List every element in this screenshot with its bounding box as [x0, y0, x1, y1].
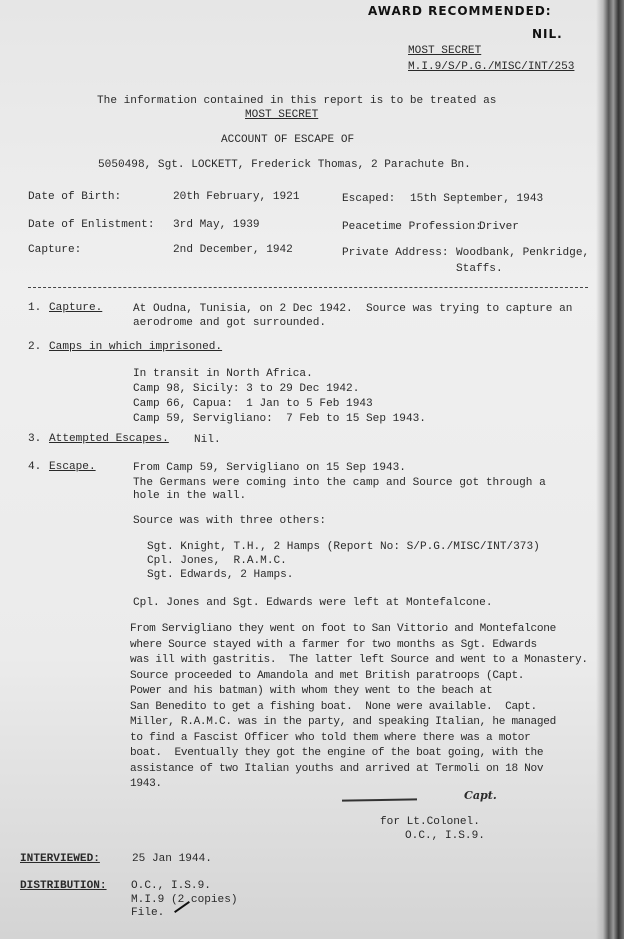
escape-line: hole in the wall. [133, 490, 247, 502]
escaped-value: 15th September, 1943 [410, 193, 544, 205]
signature-for: for Lt.Colonel. [380, 816, 480, 828]
notice-text: The information contained in this report is to be treated as [97, 95, 497, 107]
narrative-line: where Source stayed with a farmer for two months as Sgt. Edwards [130, 638, 537, 651]
handwritten-signature [342, 798, 417, 801]
capture-value: 2nd December, 1942 [173, 244, 293, 256]
interviewed-label: INTERVIEWED: [20, 853, 100, 865]
narrative-line: 1943. [130, 778, 162, 790]
dob-value: 20th February, 1921 [173, 191, 300, 203]
profession-value: Driver [479, 221, 519, 233]
section-3-heading: Attempted Escapes. [49, 433, 169, 445]
award-annotation-value: NIL. [532, 27, 563, 41]
header-reference: M.I.9/S/P.G./MISC/INT/253 [408, 61, 575, 73]
header-classification: MOST SECRET [408, 45, 482, 57]
narrative-line: San Benedito to get a fishing boat. None were available. Capt. [130, 700, 537, 713]
escaped-label: Escaped: [342, 193, 396, 205]
award-annotation: AWARD RECOMMENDED: [368, 4, 552, 18]
left-at-note: Cpl. Jones and Sgt. Edwards were left at Montefalcone. [133, 597, 493, 609]
section-1-line: At Oudna, Tunisia, on 2 Dec 1942. Source was trying to capture an [133, 303, 573, 315]
companion-line: Cpl. Jones, R.A.M.C. [147, 555, 287, 567]
distribution-item: M.I.9 (2 copies) [131, 894, 238, 906]
companion-line: Sgt. Edwards, 2 Hamps. [147, 569, 294, 581]
dob-label: Date of Birth: [28, 191, 122, 203]
distribution-item: File. [131, 907, 165, 919]
notice-classification: MOST SECRET [245, 109, 319, 121]
camp-line: Camp 66, Capua: 1 Jan to 5 Feb 1943 [133, 398, 373, 410]
section-4-number: 4. [28, 461, 42, 473]
narrative-line: assistance of two Italian youths and arrived at Termoli on 18 Nov [130, 762, 544, 775]
profession-label: Peacetime Profession: [342, 221, 482, 233]
narrative-line: From Servigliano they went on foot to San Vittorio and Montefalcone [130, 623, 556, 635]
page-binding-shadow [596, 0, 624, 939]
section-divider [28, 287, 588, 288]
section-2-heading: Camps in which imprisoned. [49, 341, 223, 353]
escape-narrative [130, 622, 592, 793]
address-line-1: Woodbank, Penkridge, [456, 247, 590, 259]
narrative-line: Power and his batman) with whom they went to the beach at [130, 685, 493, 697]
section-1-heading: Capture. [49, 302, 103, 314]
distribution-label: DISTRIBUTION: [20, 880, 107, 892]
narrative-line: boat. Eventually they got the engine of the boat going, with the [130, 747, 544, 759]
section-3-number: 3. [28, 433, 42, 445]
enlistment-value: 3rd May, 1939 [173, 219, 260, 231]
interviewed-value: 25 Jan 1944. [132, 853, 212, 865]
address-label: Private Address: [342, 247, 449, 259]
signature-office: O.C., I.S.9. [405, 830, 485, 842]
distribution-item: O.C., I.S.9. [131, 880, 211, 892]
address-line-2: Staffs. [456, 263, 503, 275]
narrative-line: Source proceeded to Amandola and met British paratroops (Capt. [130, 669, 525, 682]
companions-intro: Source was with three others: [133, 515, 327, 527]
narrative-line: to find a Fascist Officer who told them where there was a motor [130, 731, 531, 744]
camp-line: Camp 98, Sicily: 3 to 29 Dec 1942. [133, 383, 360, 395]
section-3-text: Nil. [194, 434, 221, 446]
capture-label: Capture: [28, 244, 82, 256]
camp-line: Camp 59, Servigliano: 7 Feb to 15 Sep 1943. [133, 413, 426, 425]
section-4-heading: Escape. [49, 461, 96, 473]
section-1-line: aerodrome and got surrounded. [133, 317, 327, 329]
enlistment-label: Date of Enlistment: [28, 219, 155, 231]
camp-line: In transit in North Africa. [133, 368, 313, 380]
subject-line: 5050498, Sgt. LOCKETT, Frederick Thomas, 2 Parachute Bn. [98, 159, 471, 171]
narrative-line: Miller, R.A.M.C. was in the party, and speaking Italian, he managed [130, 716, 556, 728]
section-1-number: 1. [28, 302, 42, 314]
signature-rank: Capt. [464, 789, 497, 802]
companion-line: Sgt. Knight, T.H., 2 Hamps (Report No: S/P.G./MISC/INT/373) [147, 541, 540, 553]
section-2-number: 2. [28, 341, 42, 353]
document-title: ACCOUNT OF ESCAPE OF [221, 134, 355, 146]
escape-line: From Camp 59, Servigliano on 15 Sep 1943. [133, 462, 406, 474]
escape-line: The Germans were coming into the camp and Source got through a [133, 477, 546, 489]
narrative-line: was ill with gastritis. The latter left Source and went to a Monastery. [130, 654, 588, 666]
